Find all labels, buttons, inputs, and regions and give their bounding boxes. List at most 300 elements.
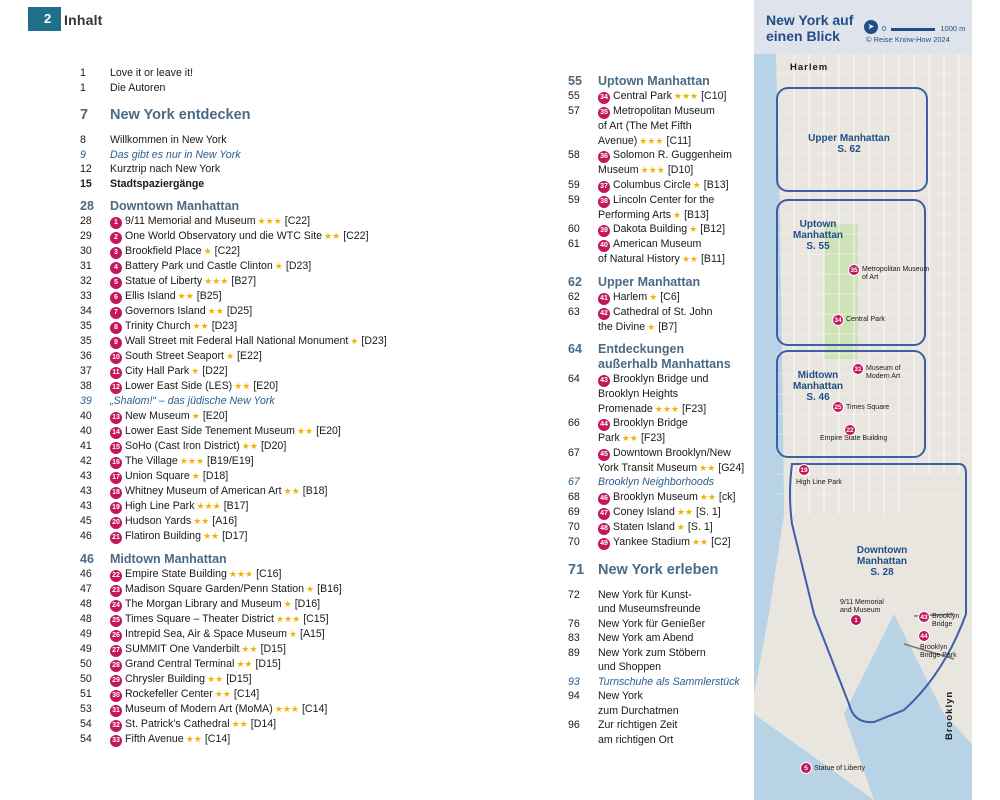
star-rating: ★ [647,321,656,332]
entry-text [598,675,753,690]
entry-text [598,89,753,104]
poi-19-badge: 19 [798,464,810,476]
poi-badge: 26 [110,630,122,642]
map-grid-ref: [B25] [196,290,222,302]
toc-entry [80,567,460,582]
star-rating: ★★ [296,425,314,436]
map-grid-ref: [C22] [284,215,311,227]
toc-entry [568,588,753,603]
poi-22-badge: 22 [844,424,856,436]
page-ref [568,134,598,149]
page-ref [568,660,598,675]
page-ref: 64 [568,373,580,385]
entry-title: New York für Genießer [598,617,706,630]
toc-entry [80,439,460,454]
page-number: 2 [28,7,61,31]
map-title: New York auf einen Blick [766,12,854,44]
toc-entry [80,349,460,364]
entry-text [110,349,460,364]
entry-title: Statue of Liberty [125,275,203,287]
entry-text [110,274,460,289]
page-ref: 68 [568,490,580,503]
entry-text [110,319,460,334]
map-grid-ref: [B7] [658,320,678,333]
page-ref: 28 [80,215,92,227]
page-ref: 94 [568,690,580,702]
map-grid-ref: [E22] [237,350,262,362]
toc-entry [568,535,753,550]
entry-text [598,461,753,476]
toc-entry [568,193,753,208]
toc-entry [568,357,753,372]
page-ref: 43 [80,484,92,497]
poi-badge: 29 [110,675,122,687]
page-ref: 66 [568,417,580,429]
entry-title: Dakota Building [613,223,688,235]
toc-entry [80,514,460,529]
entry-title: The Morgan Library and Museum [125,597,282,610]
toc-entry [80,162,460,177]
entry-title: Metropolitan Museum [613,105,715,117]
entry-text [110,484,460,499]
poi-5-badge: 5 [800,762,812,774]
entry-text [110,199,460,214]
entry-text [598,631,753,646]
entry-text [598,119,753,134]
page-ref: 50 [80,672,92,685]
star-rating: ★★ [192,321,209,331]
page-ref [568,402,598,417]
toc-entry [568,617,753,632]
entry-title: York Transit Museum [598,461,698,474]
poi-badge: 48 [598,523,610,535]
star-rating: ★★★ [275,613,301,624]
entry-title: Midtown Manhattan [110,551,227,566]
star-rating: ★★ [214,688,231,699]
memorial-label: 9/11 Memorial and Museum [840,599,884,614]
star-rating: ★★ [234,381,251,391]
entry-title: Downtown Manhattan [110,199,240,213]
poi-badge: 19 [110,502,122,514]
entry-text [598,163,753,178]
toc-entry [568,208,753,223]
entry-title: SoHo (Cast Iron District) [125,439,240,452]
entry-title: New York erleben [598,561,719,578]
entry-text [598,342,753,357]
entry-title: zum Durchatmen [598,704,679,717]
map-grid-ref: [B13] [703,178,729,191]
entry-title: „Shalom!“ – das jüdische New York [110,395,275,407]
map-grid-ref: [D20] [260,439,287,452]
toc-entry [80,379,460,394]
toc-entry [80,334,460,349]
toc-entry [80,133,460,148]
entry-text [598,290,753,305]
star-rating: ★ [673,209,682,220]
entry-text [598,617,753,632]
area-midtown-name: Midtown Manhattan [793,370,843,392]
map-grid-ref: [D16] [294,597,321,610]
poi-35-badge: 35 [848,264,860,276]
entry-title: Upper Manhattan [598,274,701,289]
poi-badge: 8 [110,322,122,334]
poi-badge: 47 [598,508,610,520]
poi-badge: 22 [110,570,122,582]
poi-badge: 4 [110,262,122,274]
entry-text [598,252,753,267]
entry-text [110,702,460,717]
entry-title: Love it or leave it! [110,67,194,79]
poi-badge: 30 [110,690,122,702]
bbpark-label: Brooklyn Bridge Park [920,644,957,659]
star-rating: ★★ [177,291,194,301]
entry-text [598,178,753,193]
entry-text [110,627,460,642]
entry-text [110,469,460,484]
map-grid-ref: [D15] [260,642,286,655]
star-rating: ★★ [283,485,300,496]
page-ref [568,431,598,446]
central-park-label: Central Park [846,316,885,323]
compass-icon: ➤ [864,20,878,34]
entry-title: St. Patrick’s Cathedral [125,717,230,730]
star-rating: ★ [191,366,200,376]
entry-title: Flatiron Building [125,529,201,542]
entry-title: Harlem [613,290,648,303]
page-title: Inhalt [64,12,103,28]
entry-title: Rockefeller Center [125,687,213,700]
page-ref: 8 [80,134,86,146]
page-ref: 28 [80,199,94,213]
map-grid-ref: [D25] [226,305,253,317]
entry-text [110,289,460,304]
toc-entry [568,119,753,134]
toc-entry [568,475,753,490]
area-midtown [782,370,854,403]
entry-text [598,490,753,505]
entry-text [598,446,753,461]
entry-text [598,718,753,733]
toc-entry [80,612,460,627]
map-grid-ref: [F23] [640,432,666,444]
poi-badge: 6 [110,292,122,304]
entry-title: Governors Island [125,305,206,317]
entry-title: außerhalb Manhattans [598,357,731,371]
entry-text [598,602,753,617]
area-upper [794,133,904,155]
map-grid-ref: [ck] [718,490,736,503]
entry-title: Turnschuhe als Sammlerstück [598,675,740,688]
entry-title: Grand Central Terminal [125,657,235,670]
page-ref: 32 [80,275,92,287]
toc-entry [80,484,460,499]
page-ref: 67 [568,446,580,459]
map-grid-ref: [B18] [302,484,328,497]
poi-badge: 5 [110,277,122,289]
entry-text [598,535,753,550]
star-rating: ★ [191,410,200,421]
star-rating: ★★ [676,506,693,517]
toc-entry [80,469,460,484]
page-ref: 48 [80,612,92,625]
poi-badge: 43 [598,375,610,387]
poi-badge: 9 [110,337,122,349]
entry-text [110,687,460,702]
scale-bar [891,28,935,31]
toc-entry [568,490,753,505]
toc-entry [80,289,460,304]
map-grid-ref: [E20] [253,380,279,392]
toc-entry [568,305,753,320]
poi-badge: 28 [110,660,122,672]
page-ref: 15 [80,177,92,190]
toc-entry [568,461,753,476]
entry-title: Empire State Building [125,567,227,580]
map-grid-ref: [C14] [233,687,260,700]
entry-text [598,357,753,372]
entry-text [598,475,753,490]
entry-title: Battery Park und Castle Clinton [125,260,273,272]
entry-text [110,567,460,582]
star-rating: ★★ [621,433,638,443]
entry-title: Ellis Island [125,290,176,302]
star-rating: ★★ [231,718,248,729]
map-grid-ref: [C11] [666,134,692,147]
area-upper-name: Upper Manhattan [808,133,890,144]
entry-title: Fifth Avenue [125,732,184,745]
entry-text [110,732,460,747]
poi-badge: 35 [598,107,610,119]
entry-title: Madison Square Garden/Penn Station [125,582,305,595]
map-grid-ref: [C22] [343,230,369,242]
star-rating: ★★ [236,658,253,669]
toc-entry [80,409,460,424]
map-grid-ref: [B13] [684,208,709,221]
page-ref: 1 [80,67,86,79]
page-ref: 60 [568,223,580,235]
entry-title: Avenue) [598,134,638,147]
area-midtown-page: S. 46 [806,392,830,403]
toc-entry [568,148,753,163]
map-grid-ref: [B27] [231,275,257,287]
toc-entry [568,290,753,305]
entry-title: Intrepid Sea, Air & Space Museum [125,627,287,640]
harlem-label: Harlem [790,62,829,73]
entry-text [110,162,460,177]
toc-entry [80,319,460,334]
page-ref: 72 [568,588,580,601]
map-grid-ref: [E20] [316,424,341,437]
area-downtown [842,545,922,578]
map-grid-ref: [A15] [300,627,325,640]
entry-text [110,424,460,439]
entry-text [598,561,753,579]
map-grid-ref: [B16] [317,582,342,595]
entry-title: South Street Seaport [125,350,224,362]
entry-title: Coney Island [613,505,675,518]
brooklyn-label: Brooklyn [944,690,955,740]
poi-badge: 24 [110,600,122,612]
star-rating: ★★ [207,306,224,316]
entry-title: Brooklyn Neighborhoods [598,476,715,488]
toc-entry [568,387,753,402]
area-uptown-page: S. 55 [806,241,830,252]
entry-title: Lincoln Center for the [613,193,715,206]
entry-text [110,106,460,124]
star-rating: ★ [274,261,283,271]
entry-title: Whitney Museum of American Art [125,484,282,497]
entry-text [598,520,753,535]
entry-title: Cathedral of St. John [613,305,713,318]
toc-entry [80,214,460,229]
map-grid-ref: [C2] [711,535,731,548]
page-ref [568,320,598,335]
toc-entry [80,687,460,702]
scale-start: 0 [882,24,887,33]
page-ref: 9 [80,148,86,161]
entry-title: Performing Arts [598,208,672,221]
entry-text [598,222,753,237]
page-ref: 31 [80,260,92,272]
entry-text [110,672,460,687]
map-grid-ref: [A16] [212,514,238,527]
poi-badge: 2 [110,232,122,244]
star-rating: ★★★ [196,500,221,511]
entry-title: Park [598,432,620,444]
star-rating: ★ [692,179,701,190]
met-label: Metropolitan Museum of Art [862,266,930,281]
page-ref: 96 [568,719,580,731]
entry-text [598,733,753,748]
entry-text [598,104,753,119]
star-rating: ★★★ [179,455,205,466]
poi-badge: 16 [110,457,122,469]
map-grid-ref: [C22] [214,245,240,257]
poi-badge: 15 [110,442,122,454]
star-rating: ★★★ [274,703,299,714]
toc-entry [80,199,460,214]
star-rating: ★★ [691,536,709,547]
toc-entry [568,342,753,357]
page-ref: 45 [80,514,92,527]
entry-text [110,364,460,379]
page-ref: 93 [568,675,580,688]
star-rating: ★★ [202,530,220,541]
poi-badge: 18 [110,487,122,499]
entry-text [598,431,753,446]
entry-text [598,505,753,520]
entry-title: Kurztrip nach New York [110,163,221,175]
entry-text [598,588,753,603]
entry-text [110,529,460,544]
entry-text [110,177,460,192]
poi-43-badge: 43 [918,611,930,623]
entry-text [110,66,460,81]
page-ref: 76 [568,617,580,630]
toc-entry [80,394,460,409]
star-rating: ★ [203,246,212,256]
toc-entry [80,106,460,124]
poi-badge: 37 [598,181,610,193]
entry-text [110,454,460,469]
entry-title: Times Square – Theater District [125,612,274,625]
poi-badge: 27 [110,645,122,657]
entry-text [110,148,460,163]
poi-badge: 14 [110,427,122,439]
entry-text [110,439,460,454]
entry-title: Union Square [125,469,190,482]
entry-title: Lower East Side Tenement Museum [125,424,295,437]
page-ref: 29 [80,230,92,242]
toc-entry [80,499,460,514]
page-ref [568,461,598,476]
entry-title: Hudson Yards [125,514,192,527]
entry-text [110,582,460,597]
toc-entry [568,275,753,290]
empire-label: Empire State Building [820,435,888,442]
entry-text [598,148,753,163]
entry-text [598,689,753,704]
star-rating: ★★ [193,515,210,526]
poi-badge: 41 [598,293,610,305]
entry-text [598,646,753,661]
entry-title: Yankee Stadium [613,535,690,548]
entry-title: Wall Street mit Federal Hall National Monument [125,335,349,347]
entry-title: Brooklyn Bridge und [613,373,709,385]
star-rating: ★ [283,598,292,609]
entry-title: und Museumsfreunde [598,603,701,615]
page-ref: 57 [568,105,580,117]
poi-badge: 21 [110,532,122,544]
star-rating: ★ [288,628,298,639]
star-rating: ★ [191,470,200,481]
entry-text [110,499,460,514]
page-ref: 49 [80,627,92,640]
entry-text [598,237,753,252]
toc-entry [568,89,753,104]
star-rating: ★★★ [654,403,679,414]
area-upper-page: S. 62 [837,144,861,155]
page-ref [568,208,598,223]
poi-badge: 34 [598,92,610,104]
page-ref: 69 [568,505,580,518]
star-rating: ★ [225,351,235,361]
entry-title: Willkommen in New York [110,134,227,146]
entry-title: Downtown Brooklyn/New [613,446,731,459]
poi-badge: 33 [110,735,122,747]
star-rating: ★★ [241,643,258,654]
toc-column-right [568,66,753,747]
page-ref: 83 [568,632,580,644]
map-copyright: © Reise Know-How 2024 [866,35,950,44]
star-rating: ★★ [241,440,258,451]
entry-text [110,244,460,259]
page-ref: 43 [80,469,92,482]
poi-badge: 42 [598,308,610,320]
toc-entry [80,717,460,732]
page-ref: 41 [80,439,92,452]
toc-entry [80,424,460,439]
entry-title: New York am Abend [598,632,694,644]
map-grid-ref: [D17] [222,529,248,542]
page-ref: 47 [80,582,92,595]
map-header [754,0,972,54]
page-ref [568,357,598,372]
map-grid-ref: [C15] [303,612,329,625]
poi-badge: 36 [598,151,610,163]
liberty-label: Statue of Liberty [814,765,865,772]
poi-badge: 31 [110,705,122,717]
